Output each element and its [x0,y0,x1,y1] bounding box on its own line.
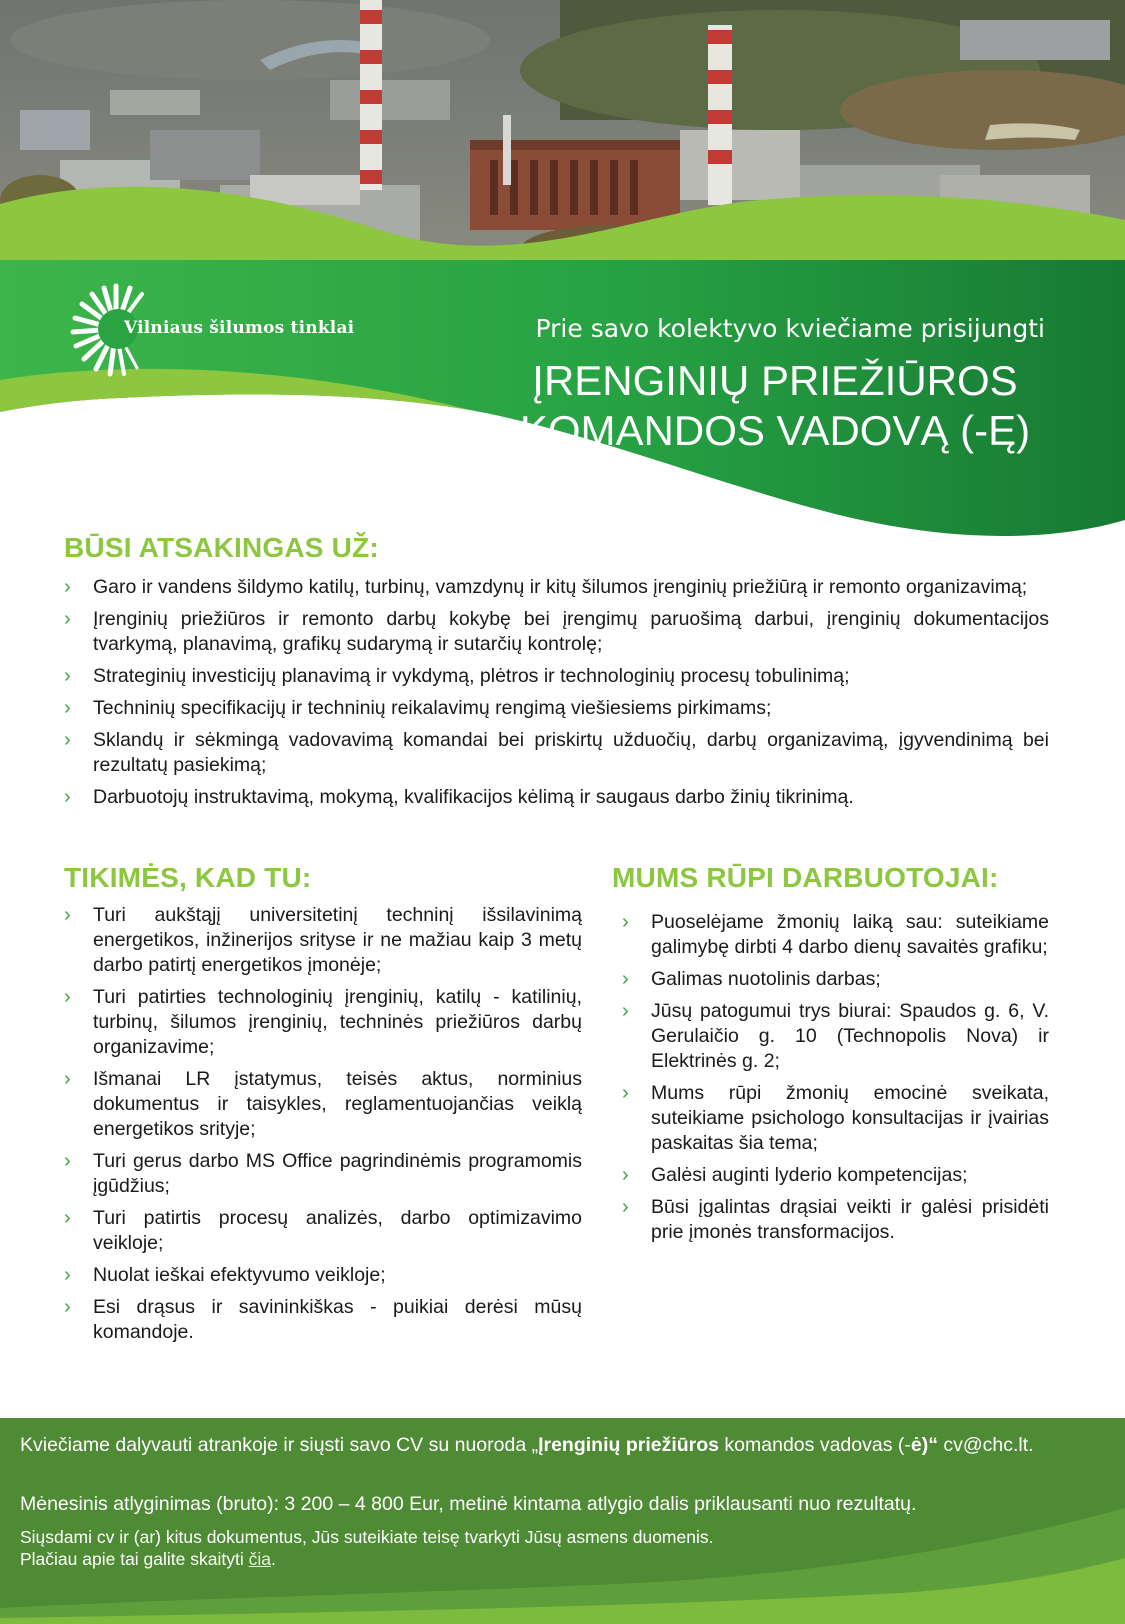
list-item: › Būsi įgalintas drąsiai veikti ir galėsi prisidėti prie įmonės transformacijos. [622,1195,1049,1245]
list-item: › Turi patirtis procesų analizės, darbo optimizavimo veikloje; [64,1206,582,1256]
list-item: › Garo ir vandens šildymo katilų, turbinų, vamzdynų ir kitų šilumos įrenginių priežiūrą ir remonto organizavimą; [64,575,1049,600]
list-item: › Galėsi auginti lyderio kompetencijas; [622,1163,1049,1188]
privacy-line-2 [20,1548,1072,1570]
list-item: › Puoselėjame žmonių laiką sau: suteikiame galimybę dirbti 4 darbo dienų savaitės grafiku; [622,910,1049,960]
benefits-list [622,910,1049,1252]
list-item: › Sklandų ir sėkmingą vadovavimą komandai bei priskirtų užduočių, darbų organizavimą, įgyvendinimą bei rezultatų pasiekimą; [64,728,1049,778]
privacy-line-1: Siųsdami cv ir (ar) kitus dokumentus, Jūs suteikiate teisę tvarkyti Jūsų asmens duomenis. [20,1527,714,1547]
privacy-line-2-end: . [270,1549,276,1569]
privacy-line-2-text: Plačiau apie tai galite skaityti [20,1549,249,1569]
list-item: › Strateginių investicijų planavimą ir vykdymą, plėtros ir technologinių procesų tobulinimą; [64,664,1049,689]
list-item: › Išmanai LR įstatymus, teisės aktus, norminius dokumentus ir taisykles, reglamentuojančias veiklą energetikos srityje; [64,1067,582,1142]
apply-text-part: komandos vadovas (- [719,1434,911,1456]
responsibilities-list [64,575,1049,817]
list-item: › Nuolat ieškai efektyvumo veikloje; [64,1263,582,1288]
list-item: › Įrenginių priežiūros ir remonto darbų kokybę bei įrengimų paruošimą darbui, įrenginių dokumentacijos tvarkymą, planavimą, grafikų sudarymą ir sutarčių kontrolę; [64,607,1049,657]
privacy-link[interactable]: čia [248,1549,271,1569]
apply-email: cv@chc.lt. [937,1434,1034,1456]
privacy-text [20,1526,1072,1570]
list-item: › Jūsų patogumui trys biurai: Spaudos g. 6, V. Gerulaičio g. 10 (Technopolis Nova) ir Elektrinės g. 2; [622,999,1049,1074]
responsibilities-title: BŪSI ATSAKINGAS UŽ: [64,532,379,563]
expectations-list [64,903,582,1352]
job-title-line-2: KOMANDOS VADOVĄ (-Ę) [519,407,1031,454]
apply-text-part: Kviečiame dalyvauti atrankoje ir siųsti savo CV su nuoroda „ [20,1434,539,1456]
job-title-line-1: ĮRENGINIŲ PRIEŽIŪROS [532,357,1018,404]
list-item: › Turi patirties technologinių įrenginių, katilų - katilinių, turbinų, šilumos įrenginių, techninės priežiūros darbų organizavime; [64,985,582,1060]
job-title [495,356,1055,456]
apply-text-bold: ė)“ [910,1434,938,1456]
list-item: › Turi gerus darbo MS Office pagrindinėmis programomis įgūdžius; [64,1149,582,1199]
apply-text-bold: Įrenginių priežiūros [538,1434,720,1456]
list-item: › Darbuotojų instruktavimą, mokymą, kvalifikacijos kėlimą ir saugaus darbo žinių tikrinimą. [64,785,1049,810]
apply-text [20,1433,1072,1458]
list-item: › Mums rūpi žmonių emocinė sveikata, suteikiame psichologo konsultacijas ir įvairias paskaitas šia tema; [622,1081,1049,1156]
invite-line: Prie savo kolektyvo kviečiame prisijungti [535,314,1045,343]
salary-text: Mėnesinis atlyginimas (bruto): 3 200 – 4 800 Eur, metinė kintama atlygio dalis priklausanti nuo rezultatų. [20,1493,917,1515]
list-item: › Galimas nuotolinis darbas; [622,967,1049,992]
logo-text: Vilniaus šilumos tinklai [124,318,355,338]
list-item: › Turi aukštąjį universitetinį techninį išsilavinimą energetikos, inžinerijos srityse ir ne mažiau kaip 3 metų darbo patirtį energetikos įmonėje; [64,903,582,978]
benefits-title: MUMS RŪPI DARBUOTOJAI: [612,862,999,893]
list-item: › Esi drąsus ir savininkiškas - puikiai derėsi mūsų komandoje. [64,1295,582,1345]
list-item: › Techninių specifikacijų ir techninių reikalavimų rengimą viešiesiems pirkimams; [64,696,1049,721]
expectations-title: TIKIMĖS, KAD TU: [64,862,312,893]
